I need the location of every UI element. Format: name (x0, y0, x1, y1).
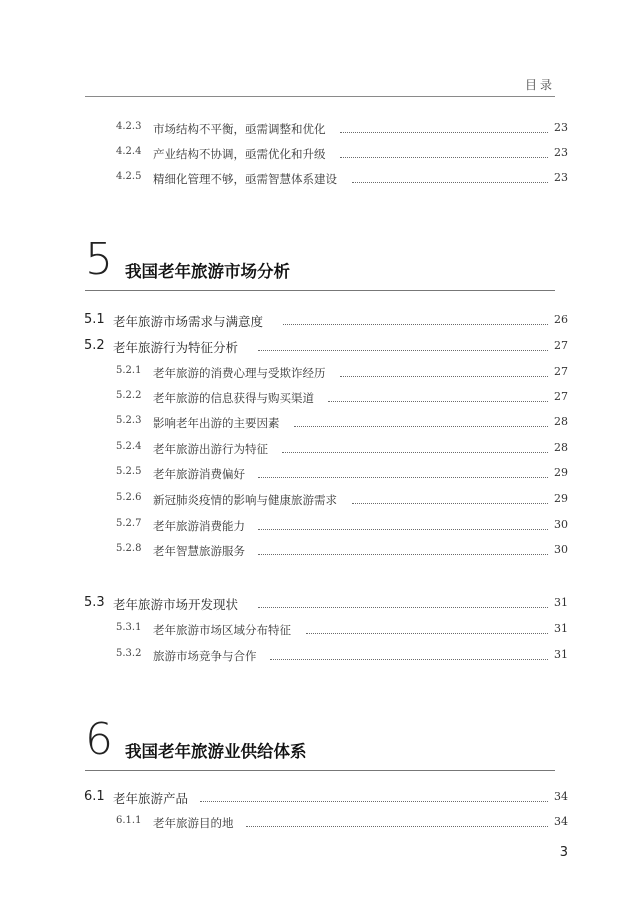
dot-leader (258, 477, 548, 478)
entry-title: 老年旅游的消费心理与受欺诈经历 (153, 366, 326, 380)
section-number: 5.2 (84, 338, 105, 353)
toc-section[interactable] (0, 595, 640, 613)
entry-title: 旅游市场竞争与合作 (153, 649, 257, 663)
toc-entry[interactable] (0, 622, 640, 640)
chapter-heading (85, 714, 555, 780)
chapter-title: 我国老年旅游业供给体系 (125, 742, 307, 761)
section-title: 老年旅游市场开发现状 (113, 597, 239, 612)
dot-leader (294, 426, 548, 427)
entry-number: 5.2.3 (116, 415, 142, 426)
entry-title: 老年旅游目的地 (153, 816, 234, 830)
dot-leader (258, 554, 548, 555)
entry-page: 23 (554, 171, 568, 184)
section-page: 34 (554, 790, 568, 803)
toc-section[interactable] (0, 338, 640, 356)
dot-leader (200, 801, 548, 802)
chapter-title: 我国老年旅游市场分析 (125, 262, 290, 281)
toc-entry[interactable] (0, 121, 640, 139)
entry-page: 31 (554, 648, 568, 661)
dot-leader (306, 633, 548, 634)
dot-leader (258, 529, 548, 530)
chapter-rule (85, 770, 555, 771)
entry-title: 老年旅游消费能力 (153, 519, 245, 533)
dot-leader (352, 503, 548, 504)
entry-number: 5.2.8 (116, 543, 142, 554)
entry-page: 28 (554, 441, 568, 454)
section-title: 老年旅游产品 (113, 791, 189, 806)
section-title: 老年旅游行为特征分析 (113, 340, 239, 355)
toc-entry[interactable] (0, 466, 640, 484)
toc-entry[interactable] (0, 518, 640, 536)
section-number: 5.3 (84, 595, 105, 610)
header-rule (85, 96, 555, 97)
toc-entry[interactable] (0, 390, 640, 408)
entry-title: 影响老年出游的主要因素 (153, 416, 280, 430)
toc-section[interactable] (0, 312, 640, 330)
entry-page: 29 (554, 466, 568, 479)
section-title: 老年旅游市场需求与满意度 (113, 314, 264, 329)
dot-leader (270, 659, 548, 660)
toc-entry[interactable] (0, 648, 640, 666)
running-header-label: 目录 (524, 78, 555, 92)
dot-leader (340, 157, 548, 158)
section-page: 27 (554, 339, 568, 352)
toc-entry[interactable] (0, 492, 640, 510)
entry-title: 老年旅游消费偏好 (153, 467, 245, 481)
entry-title: 市场结构不平衡，亟需调整和优化 (153, 122, 326, 136)
dot-leader (246, 826, 548, 827)
entry-page: 29 (554, 492, 568, 505)
entry-title: 产业结构不协调，亟需优化和升级 (153, 147, 326, 161)
toc-section[interactable] (0, 789, 640, 807)
dot-leader (283, 324, 548, 325)
entry-title: 新冠肺炎疫情的影响与健康旅游需求 (153, 493, 337, 507)
entry-number: 4.2.5 (116, 171, 142, 182)
entry-page: 30 (554, 543, 568, 556)
chapter-rule (85, 290, 555, 291)
entry-number: 4.2.3 (116, 121, 142, 132)
entry-number: 5.2.4 (116, 441, 142, 452)
chapter-heading (85, 234, 555, 300)
entry-number: 5.2.5 (116, 466, 142, 477)
running-header (85, 58, 555, 98)
entry-page: 27 (554, 390, 568, 403)
entry-number: 5.3.2 (116, 648, 142, 659)
dot-leader (340, 376, 548, 377)
entry-title: 老年旅游的信息获得与购买渠道 (153, 391, 314, 405)
dot-leader (258, 350, 548, 351)
dot-leader (328, 401, 548, 402)
entry-number: 6.1.1 (116, 815, 142, 826)
section-number: 5.1 (84, 312, 105, 327)
toc-entry[interactable] (0, 365, 640, 383)
entry-page: 34 (554, 815, 568, 828)
entry-title: 老年旅游市场区域分布特征 (153, 623, 291, 637)
entry-page: 23 (554, 146, 568, 159)
entry-number: 5.2.7 (116, 518, 142, 529)
section-page: 31 (554, 596, 568, 609)
chapter-number: 6 (85, 714, 113, 765)
entry-number: 5.2.6 (116, 492, 142, 503)
entry-page: 30 (554, 518, 568, 531)
dot-leader (258, 607, 548, 608)
entry-page: 28 (554, 415, 568, 428)
dot-leader (282, 452, 548, 453)
toc-entry[interactable] (0, 415, 640, 433)
entry-number: 5.3.1 (116, 622, 142, 633)
entry-number: 5.2.1 (116, 365, 142, 376)
chapter-number: 5 (85, 234, 113, 285)
section-page: 26 (554, 313, 568, 326)
toc-entry[interactable] (0, 543, 640, 561)
entry-number: 4.2.4 (116, 146, 142, 157)
section-number: 6.1 (84, 789, 105, 804)
entry-page: 23 (554, 121, 568, 134)
toc-entry[interactable] (0, 146, 640, 164)
entry-number: 5.2.2 (116, 390, 142, 401)
entry-page: 27 (554, 365, 568, 378)
toc-entry[interactable] (0, 171, 640, 189)
entry-title: 老年智慧旅游服务 (153, 544, 245, 558)
dot-leader (352, 182, 548, 183)
page-number: 3 (559, 845, 568, 860)
entry-title: 老年旅游出游行为特征 (153, 442, 268, 456)
entry-title: 精细化管理不够，亟需智慧体系建设 (153, 172, 337, 186)
toc-entry[interactable] (0, 815, 640, 833)
dot-leader (340, 132, 548, 133)
entry-page: 31 (554, 622, 568, 635)
toc-entry[interactable] (0, 441, 640, 459)
